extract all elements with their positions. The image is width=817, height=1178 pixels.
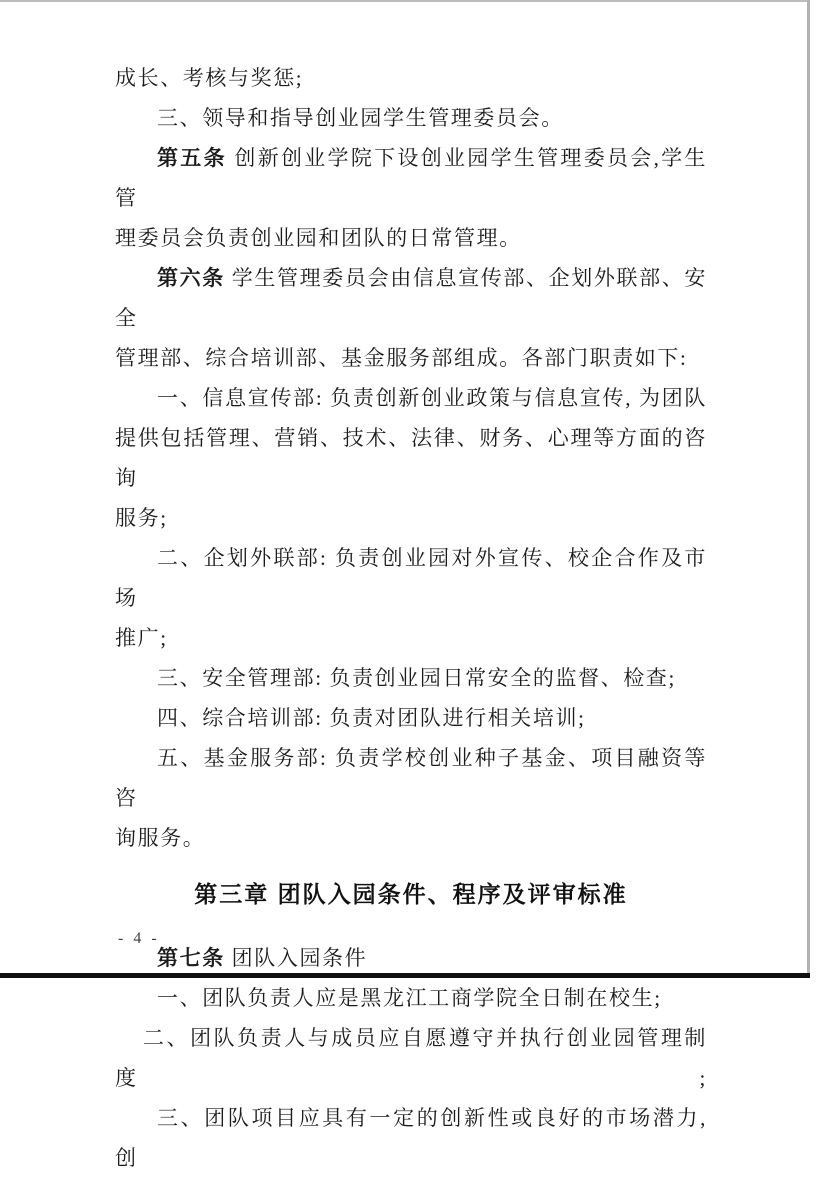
body-line — [115, 1098, 707, 1178]
line-text: 服务; — [115, 506, 168, 530]
chapter-heading: 第三章 团队入园条件、程序及评审标准 — [194, 881, 628, 907]
line-text: 理委员会负责创业园和团队的日常管理。 — [115, 226, 522, 250]
line-text: 询服务。 — [115, 826, 206, 850]
line-text: 推广; — [115, 626, 168, 650]
line-text: 提供包括管理、营销、技术、法律、财务、心理等方面的咨询 — [115, 426, 707, 490]
body-line — [115, 378, 707, 418]
body-line — [115, 58, 707, 98]
line-text: 三、领导和指导创业园学生管理委员会。 — [157, 106, 564, 130]
body-line — [115, 258, 707, 338]
line-text: 二、团队负责人与成员应自愿遵守并执行创业园管理制度; — [115, 1026, 707, 1090]
line-text: 成长、考核与奖惩; — [115, 66, 304, 90]
body-line — [115, 138, 707, 218]
line-text: 一、信息宣传部: 负责创新创业政策与信息宣传, 为团队 — [157, 386, 707, 410]
body-line — [115, 498, 707, 538]
body-line — [115, 738, 707, 818]
page-number: - 4 - — [118, 930, 160, 947]
line-text: 二、企划外联部: 负责创业园对外宣传、校企合作及市场 — [115, 546, 707, 610]
body-line — [115, 418, 707, 498]
scan-edge-top — [0, 0, 810, 2]
line-text: 团队入园条件 — [224, 946, 368, 970]
document-content — [115, 58, 707, 1178]
article-number-label: 第六条 — [157, 266, 225, 290]
body-line — [115, 1018, 707, 1098]
body-line — [115, 218, 707, 258]
body-line — [115, 538, 707, 618]
scan-edge-right — [807, 0, 810, 977]
line-text: 三、安全管理部: 负责创业园日常安全的监督、检查; — [157, 666, 676, 690]
line-text: 管理部、综合培训部、基金服务部组成。各部门职责如下: — [115, 346, 688, 370]
line-text: 五、基金服务部: 负责学校创业种子基金、项目融资等咨 — [115, 746, 707, 810]
body-line — [115, 338, 707, 378]
body-line — [115, 938, 707, 978]
article-number-label: 第五条 — [157, 146, 227, 170]
line-text: 一、团队负责人应是黑龙江工商学院全日制在校生; — [157, 986, 662, 1010]
body-line — [115, 98, 707, 138]
line-text: 四、综合培训部: 负责对团队进行相关培训; — [157, 706, 586, 730]
line-text: 三、团队项目应具有一定的创新性或良好的市场潜力, 创 — [115, 1106, 707, 1170]
line-text: 学生管理委员会由信息宣传部、企划外联部、安全 — [115, 266, 707, 330]
article-number-label: 第七条 — [157, 946, 225, 970]
body-line — [115, 698, 707, 738]
line-text: 创新创业学院下设创业园学生管理委员会,学生管 — [115, 146, 707, 210]
body-line — [115, 618, 707, 658]
body-line — [115, 818, 707, 858]
body-line — [115, 658, 707, 698]
body-line — [115, 978, 707, 1018]
